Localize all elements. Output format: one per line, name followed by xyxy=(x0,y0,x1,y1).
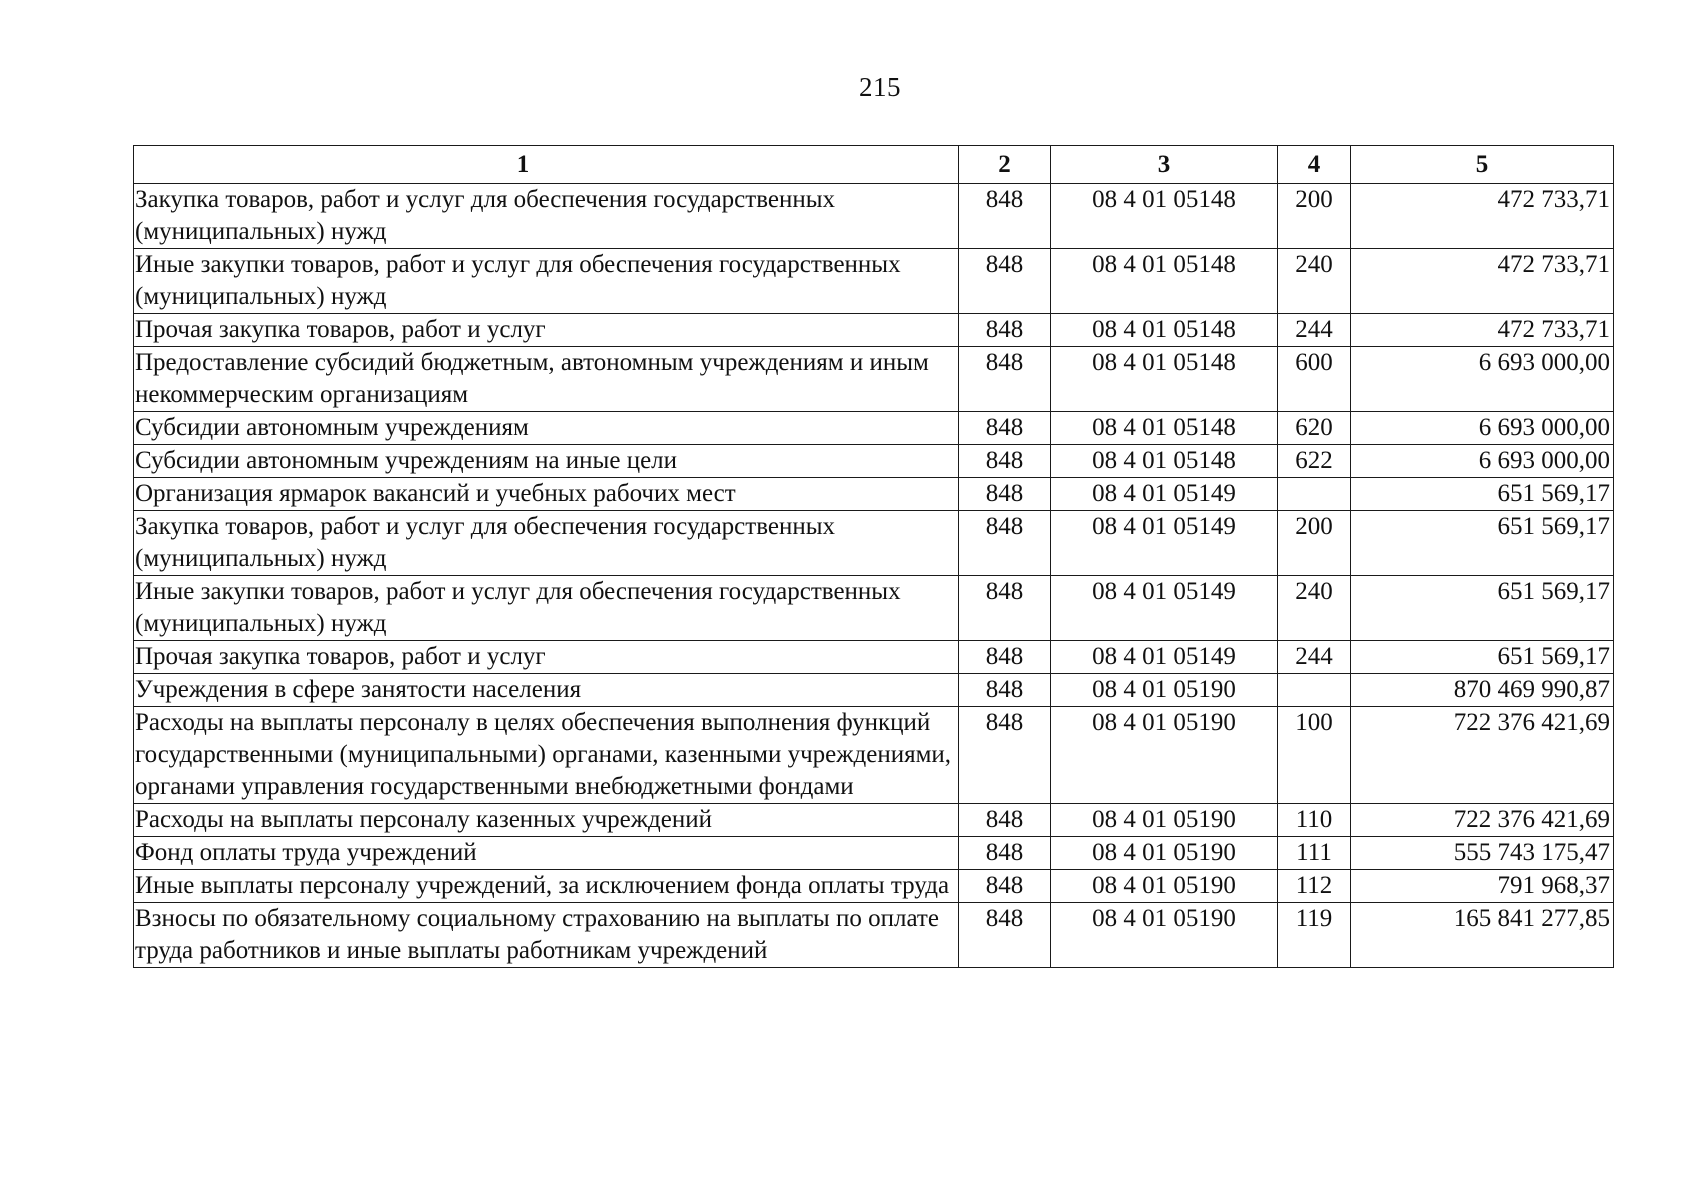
expense-type-cell: 110 xyxy=(1278,804,1351,837)
target-article-cell: 08 4 01 05149 xyxy=(1051,576,1278,641)
table-header-row xyxy=(134,146,1614,184)
target-article-cell: 08 4 01 05149 xyxy=(1051,641,1278,674)
department-code-cell: 848 xyxy=(959,314,1051,347)
expense-name-cell: Фонд оплаты труда учреждений xyxy=(134,837,959,870)
department-code-cell: 848 xyxy=(959,674,1051,707)
budget-table xyxy=(133,145,1614,968)
department-code-cell: 848 xyxy=(959,412,1051,445)
expense-type-cell: 240 xyxy=(1278,249,1351,314)
expense-name-cell: Иные выплаты персоналу учреждений, за исключением фонда оплаты труда xyxy=(134,870,959,903)
amount-cell: 791 968,37 xyxy=(1351,870,1614,903)
target-article-cell: 08 4 01 05190 xyxy=(1051,903,1278,968)
target-article-cell: 08 4 01 05190 xyxy=(1051,870,1278,903)
amount-cell: 6 693 000,00 xyxy=(1351,412,1614,445)
expense-type-cell xyxy=(1278,478,1351,511)
table-row xyxy=(134,347,1614,412)
department-code-cell: 848 xyxy=(959,903,1051,968)
expense-type-cell: 200 xyxy=(1278,184,1351,249)
table-row xyxy=(134,412,1614,445)
target-article-cell: 08 4 01 05148 xyxy=(1051,347,1278,412)
expense-type-cell: 620 xyxy=(1278,412,1351,445)
target-article-cell: 08 4 01 05190 xyxy=(1051,804,1278,837)
expense-type-cell: 200 xyxy=(1278,511,1351,576)
expense-name-cell: Предоставление субсидий бюджетным, автономным учреждениям и иным некоммерческим организациям xyxy=(134,347,959,412)
amount-cell: 165 841 277,85 xyxy=(1351,903,1614,968)
column-header-2: 2 xyxy=(959,146,1051,184)
expense-name-cell: Расходы на выплаты персоналу в целях обеспечения выполнения функций государственными (муниципальными) органами, казенными учреждениями, органами управления государственными внебюджетными фондами xyxy=(134,707,959,804)
target-article-cell: 08 4 01 05148 xyxy=(1051,249,1278,314)
column-header-5: 5 xyxy=(1351,146,1614,184)
expense-type-cell: 100 xyxy=(1278,707,1351,804)
department-code-cell: 848 xyxy=(959,837,1051,870)
table-row xyxy=(134,870,1614,903)
expense-type-cell xyxy=(1278,674,1351,707)
table-row xyxy=(134,314,1614,347)
expense-name-cell: Прочая закупка товаров, работ и услуг xyxy=(134,641,959,674)
amount-cell: 651 569,17 xyxy=(1351,478,1614,511)
target-article-cell: 08 4 01 05148 xyxy=(1051,412,1278,445)
target-article-cell: 08 4 01 05148 xyxy=(1051,184,1278,249)
table-row xyxy=(134,903,1614,968)
amount-cell: 722 376 421,69 xyxy=(1351,804,1614,837)
department-code-cell: 848 xyxy=(959,576,1051,641)
table-row xyxy=(134,478,1614,511)
expense-name-cell: Прочая закупка товаров, работ и услуг xyxy=(134,314,959,347)
expense-name-cell: Организация ярмарок вакансий и учебных рабочих мест xyxy=(134,478,959,511)
table-row xyxy=(134,674,1614,707)
expense-name-cell: Учреждения в сфере занятости населения xyxy=(134,674,959,707)
table-row xyxy=(134,249,1614,314)
expense-type-cell: 111 xyxy=(1278,837,1351,870)
amount-cell: 6 693 000,00 xyxy=(1351,445,1614,478)
expense-name-cell: Закупка товаров, работ и услуг для обеспечения государственных (муниципальных) нужд xyxy=(134,511,959,576)
table-row xyxy=(134,804,1614,837)
department-code-cell: 848 xyxy=(959,445,1051,478)
table-row xyxy=(134,837,1614,870)
target-article-cell: 08 4 01 05148 xyxy=(1051,314,1278,347)
department-code-cell: 848 xyxy=(959,641,1051,674)
department-code-cell: 848 xyxy=(959,184,1051,249)
amount-cell: 472 733,71 xyxy=(1351,184,1614,249)
target-article-cell: 08 4 01 05149 xyxy=(1051,511,1278,576)
table-row xyxy=(134,184,1614,249)
amount-cell: 651 569,17 xyxy=(1351,576,1614,641)
table-row xyxy=(134,445,1614,478)
expense-type-cell: 119 xyxy=(1278,903,1351,968)
page-number: 215 xyxy=(859,72,901,102)
expense-name-cell: Субсидии автономным учреждениям xyxy=(134,412,959,445)
table-row xyxy=(134,576,1614,641)
amount-cell: 472 733,71 xyxy=(1351,249,1614,314)
amount-cell: 722 376 421,69 xyxy=(1351,707,1614,804)
amount-cell: 472 733,71 xyxy=(1351,314,1614,347)
department-code-cell: 848 xyxy=(959,249,1051,314)
table-row xyxy=(134,707,1614,804)
expense-type-cell: 622 xyxy=(1278,445,1351,478)
column-header-3: 3 xyxy=(1051,146,1278,184)
expense-type-cell: 244 xyxy=(1278,641,1351,674)
target-article-cell: 08 4 01 05190 xyxy=(1051,674,1278,707)
expense-type-cell: 112 xyxy=(1278,870,1351,903)
target-article-cell: 08 4 01 05190 xyxy=(1051,837,1278,870)
department-code-cell: 848 xyxy=(959,707,1051,804)
table-row xyxy=(134,511,1614,576)
target-article-cell: 08 4 01 05148 xyxy=(1051,445,1278,478)
expense-name-cell: Расходы на выплаты персоналу казенных учреждений xyxy=(134,804,959,837)
amount-cell: 6 693 000,00 xyxy=(1351,347,1614,412)
department-code-cell: 848 xyxy=(959,347,1051,412)
amount-cell: 651 569,17 xyxy=(1351,511,1614,576)
expense-type-cell: 240 xyxy=(1278,576,1351,641)
expense-name-cell: Субсидии автономным учреждениям на иные цели xyxy=(134,445,959,478)
expense-name-cell: Иные закупки товаров, работ и услуг для обеспечения государственных (муниципальных) нужд xyxy=(134,576,959,641)
column-header-4: 4 xyxy=(1278,146,1351,184)
expense-type-cell: 600 xyxy=(1278,347,1351,412)
department-code-cell: 848 xyxy=(959,478,1051,511)
expense-name-cell: Закупка товаров, работ и услуг для обеспечения государственных (муниципальных) нужд xyxy=(134,184,959,249)
amount-cell: 651 569,17 xyxy=(1351,641,1614,674)
column-header-1: 1 xyxy=(134,146,959,184)
expense-name-cell: Иные закупки товаров, работ и услуг для обеспечения государственных (муниципальных) нужд xyxy=(134,249,959,314)
department-code-cell: 848 xyxy=(959,511,1051,576)
department-code-cell: 848 xyxy=(959,870,1051,903)
target-article-cell: 08 4 01 05190 xyxy=(1051,707,1278,804)
amount-cell: 870 469 990,87 xyxy=(1351,674,1614,707)
expense-name-cell: Взносы по обязательному социальному страхованию на выплаты по оплате труда работников и иные выплаты работникам учреждений xyxy=(134,903,959,968)
amount-cell: 555 743 175,47 xyxy=(1351,837,1614,870)
target-article-cell: 08 4 01 05149 xyxy=(1051,478,1278,511)
table-row xyxy=(134,641,1614,674)
expense-type-cell: 244 xyxy=(1278,314,1351,347)
department-code-cell: 848 xyxy=(959,804,1051,837)
